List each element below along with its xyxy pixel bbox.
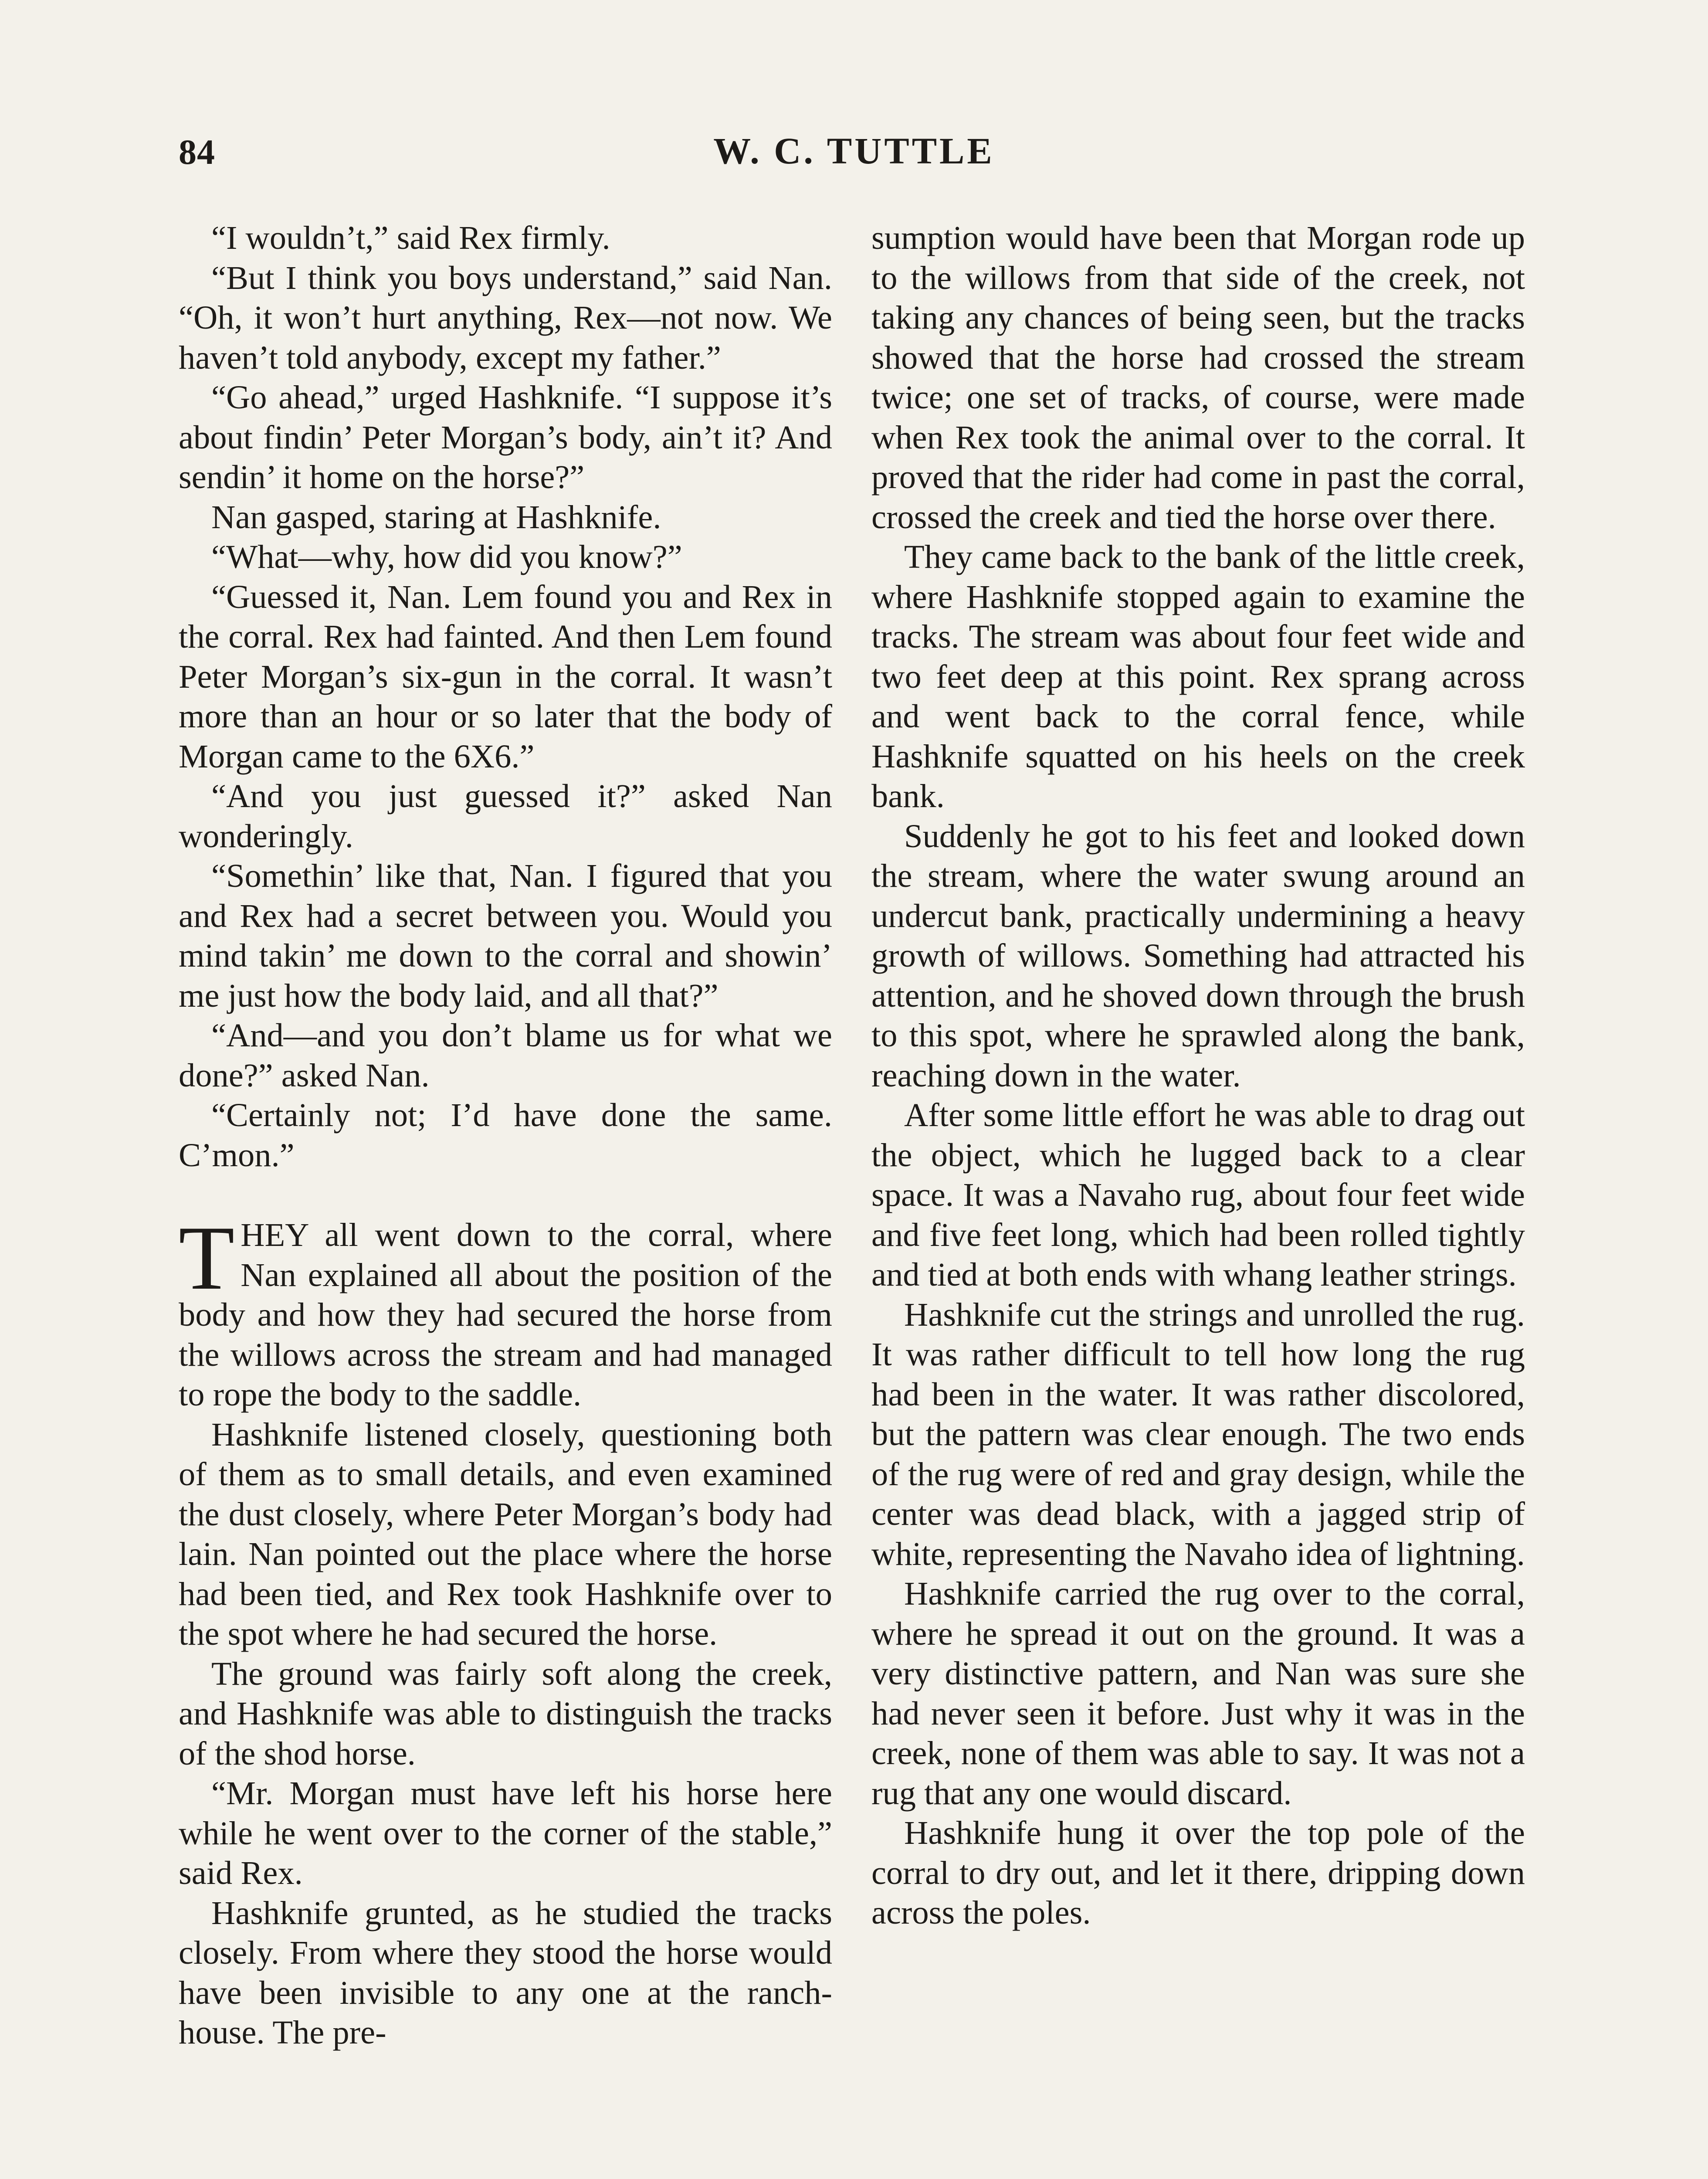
section-opening-text: HEY all went down to the corral, where Nan explained all about the position of the body and how they had secured the horse from the willows across the stream and had managed to rope the body to the saddle. (179, 1216, 832, 1413)
paragraph: Suddenly he got to his feet and looked down the stream, where the water swung around an undercut bank, practically undermining a heavy growth of willows. Something had attracted his attention, and he shoved down through the brush to this spot, where he sprawled along the bank, reaching down in the water. (871, 817, 1525, 1094)
paragraph: Nan gasped, staring at Hashknife. (211, 498, 661, 536)
paragraph: Hashknife carried the rug over to the corral, where he spread it out on the ground. It was a very distinctive pattern, and Nan was sure she had never seen it before. Just why it was in the creek, none of them was able to say. It was not a rug that any one would discard. (871, 1575, 1525, 1812)
paragraph: Hashknife hung it over the top pole of the corral to dry out, and let it there, dripping down across the poles. (871, 1814, 1525, 1931)
paragraph: “Somethin’ like that, Nan. I figured that you and Rex had a secret between you. Would you mind takin’ me down to the corral and showin’ me just how the body laid, and all that?” (179, 857, 832, 1014)
paragraph: Hashknife grunted, as he studied the tracks closely. From where they stood the horse would have been invisible to any one at the ranch-house. The pre- (179, 1894, 832, 2051)
running-head: W. C. TUTTLE (713, 130, 995, 172)
paragraph: They came back to the bank of the little creek, where Hashknife stopped again to examine the tracks. The stream was about four feet wide and two feet deep at this point. Rex sprang across and went back to the corral fence, while Hashknife squatted on his heels on the creek bank. (871, 538, 1525, 815)
paragraph: “Mr. Morgan must have left his horse here while he went over to the corner of the stable,” said Rex. (179, 1775, 832, 1891)
paragraph: “But I think you boys understand,” said Nan. “Oh, it won’t hurt anything, Rex—not now. We haven’t told anybody, except my father.” (179, 259, 832, 376)
section-opening-paragraph (179, 1208, 832, 1415)
section-break (179, 1175, 832, 1215)
left-column (179, 218, 832, 2053)
paragraph: After some little effort he was able to drag out the object, which he lugged back to a clear space. It was a Navaho rug, about four feet wide and five feet long, which had been rolled tightly and tied at both ends with whang leather strings. (871, 1096, 1525, 1293)
drop-cap: T (179, 1208, 235, 1309)
paragraph: “Guessed it, Nan. Lem found you and Rex in the corral. Rex had fainted. And then Lem found Peter Morgan’s six-gun in the corral. It wasn’t more than an hour or so later that the body of Morgan came to the 6X6.” (179, 578, 832, 775)
paragraph: “I wouldn’t,” said Rex firmly. (211, 219, 610, 256)
paragraph: Hashknife cut the strings and unrolled the rug. It was rather difficult to tell how long the rug had been in the water. It was rather discolored, but the pattern was clear enough. The two ends of the rug were of red and gray design, while the center was dead black, with a jagged strip of white, representing the Navaho idea of lightning. (871, 1296, 1525, 1572)
paragraph: The ground was fairly soft along the creek, and Hashknife was able to distinguish the tracks of the shod horse. (179, 1655, 832, 1772)
paragraph-continued: sumption would have been that Morgan rode up to the willows from that side of the creek, not taking any chances of being seen, but the tracks showed that the horse had crossed the stream twice; one set of tracks, of course, were made when Rex took the animal over to the corral. It proved that the rider had come in past the corral, crossed the creek and tied the horse over there. (871, 219, 1525, 536)
paragraph: “Go ahead,” urged Hashknife. “I suppose it’s about findin’ Peter Morgan’s body, ain’t it? And sendin’ it home on the horse?” (179, 379, 832, 496)
paragraph: “And you just guessed it?” asked Nan wonderingly. (179, 777, 832, 855)
paragraph: “What—why, how did you know?” (211, 538, 682, 575)
paragraph: Hashknife listened closely, questioning both of them as to small details, and even examined the dust closely, where Peter Morgan’s body had lain. Nan pointed out the place where the horse had been tied, and Rex took Hashknife over to the spot where he had secured the horse. (179, 1415, 832, 1652)
page-number: 84 (179, 132, 215, 172)
right-column (871, 218, 1525, 1933)
paragraph: “And—and you don’t blame us for what we done?” asked Nan. (179, 1017, 832, 1094)
paragraph: “Certainly not; I’d have done the same. C’mon.” (179, 1096, 832, 1174)
